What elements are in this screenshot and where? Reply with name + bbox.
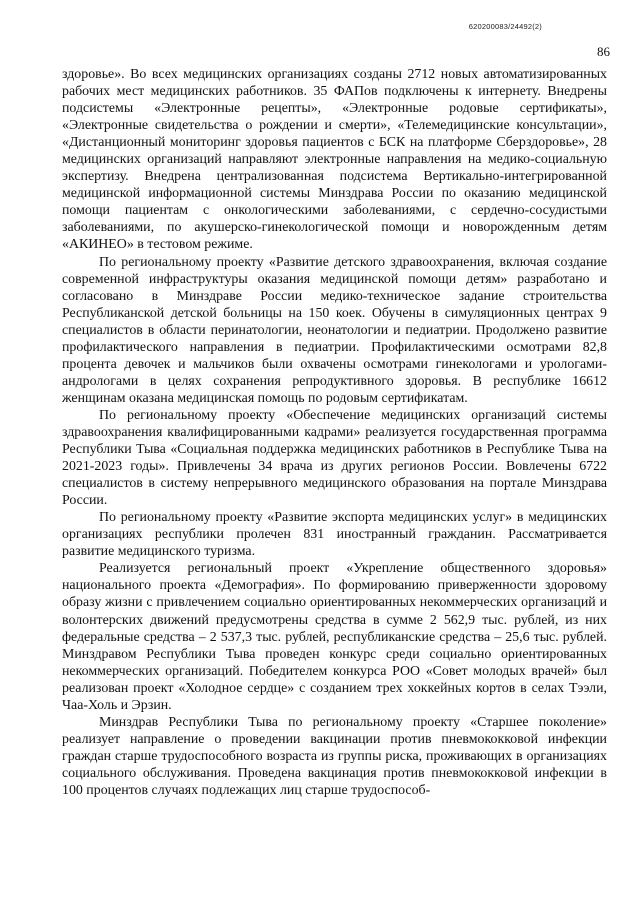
paragraph-medical-export: По региональному проекту «Развитие экспорта медицинских услуг» в медицинских организациях республики пролечен 831 иностранный гражданин. Рассматривается развитие медицинского туризма. <box>62 510 607 560</box>
paragraph-child-healthcare: По региональному проекту «Развитие детского здравоохранения, включая создание современной инфраструктуры оказания медицинской помощи детям» разработано и согласовано в Минздраве России медико-техническое задание строительства Республиканской детской больницы на 150 коек. Обучены в симуляционных центрах 9 специалистов в области перинатологии, неонатологии и педиатрии. Продолжено развитие профилактического направления в педиатрии. Профилактическими осмотрами 82,8 процента девочек и мальчиков были охвачены осмотрами гинекологами и урологами-андрологами в целях сохранения репродуктивного здоровья. В республике 16612 женщинам оказана медицинская помощь по родовым сертификатам. <box>62 254 607 406</box>
paragraph-public-health: Реализуется региональный проект «Укрепление общественного здоровья» национального проекта «Демография». По формированию приверженности здоровому образу жизни с привлечением социально ориентированных некоммерческих организаций и волонтерских движений предусмотрены средства в сумме 2 562,9 тыс. рублей, из них федеральные средства – 2 537,3 тыс. рублей, республиканские средства – 25,6 тыс. рублей. Минздравом Республики Тыва проведен конкурс среди социально ориентированных некоммерческих организаций. Победителем конкурса РОО «Совет молодых врачей» был реализован проект «Холодное сердце» с созданием трех хоккейных кортов в селах Тээли, Чаа-Холь и Эрзин. <box>62 561 607 713</box>
page-number: 86 <box>597 44 610 59</box>
paragraph-medical-personnel: По региональному проекту «Обеспечение медицинских организаций системы здравоохранения квалифицированными кадрами» реализуется государственная программа Республики Тыва «Социальная поддержка медицинских работников в Республике Тыва на 2021-2023 годы». Привлечены 34 врача из других регионов России. Вовлечены 6722 специалистов в систему непрерывного медицинского образования на портале Минздрава России. <box>62 407 607 509</box>
paragraph-older-generation: Минздрав Республики Тыва по региональному проекту «Старшее поколение» реализует направление о проведении вакцинации против пневмококковой инфекции граждан старше трудоспособного возраста из группы риска, проживающих в организациях социального обслуживания. Проведена вакцинация против пневмококковой инфекции в 100 процентов случаях подлежащих лиц старше трудоспособ- <box>62 714 607 798</box>
document-id: 620200083/24492(2) <box>468 22 542 31</box>
page-body <box>62 66 607 799</box>
paragraph-digital-health: здоровье». Во всех медицинских организациях созданы 2712 новых автоматизированных рабочих мест медицинских работников. 35 ФАПов подключены к интернету. Внедрены подсистемы «Электронные рецепты», «Электронные родовые сертификаты», «Электронные свидетельства о рождении и смерти», «Телемедицинские консультации», «Дистанционный мониторинг здоровья пациентов с БСК на платформе Сберздоровье», 28 медицинских организаций направляют электронные направления на медико-социальную экспертизу. Внедрена централизованная подсистема Вертикально-интегрированной медицинской информационной системы Минздрава России по оказанию медицинской помощи пациентам с онкологическими заболеваниями, с сердечно-сосудистыми заболеваниями, по акушерско-гинекологической помощи и новорожденным детям «АКИНЕО» в тестовом режиме. <box>62 67 607 253</box>
